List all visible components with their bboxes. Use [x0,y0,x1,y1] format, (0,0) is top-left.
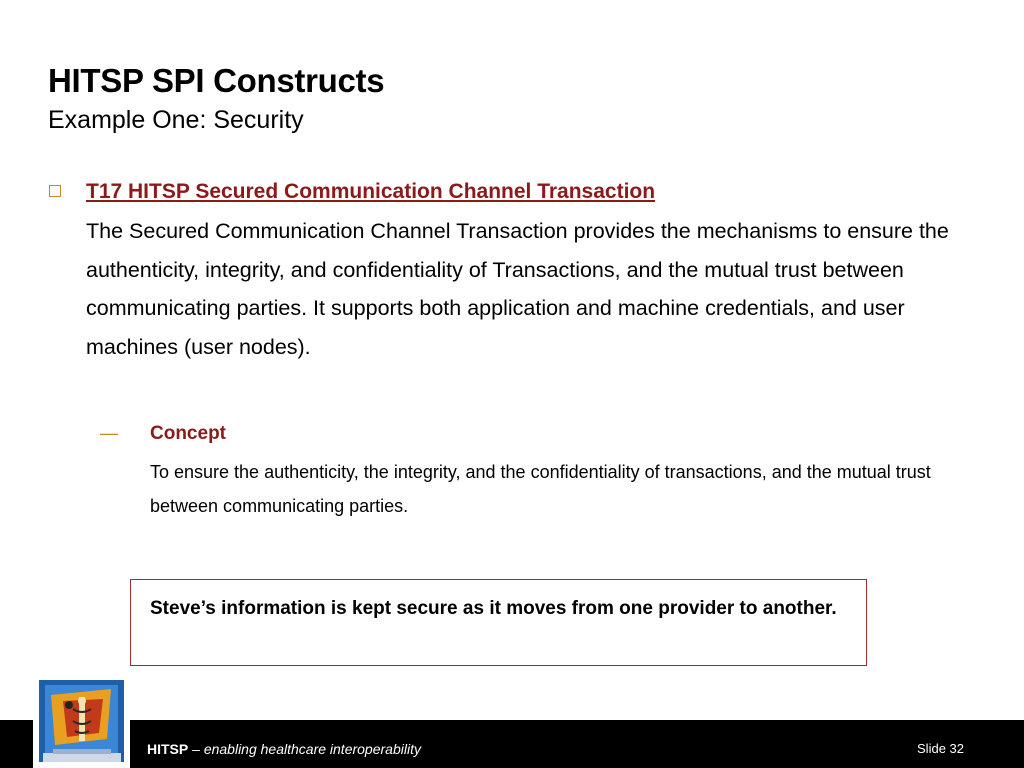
callout-box: Steve’s information is kept secure as it moves from one provider to another. [130,579,867,666]
slide-title: HITSP SPI Constructs [48,62,385,99]
slide-subtitle: Example One: Security [48,106,304,134]
slide-number: Slide 32 [917,741,964,756]
bullet-heading: T17 HITSP Secured Communication Channel Transaction [86,180,656,203]
concept-heading: Concept [150,423,226,444]
footer-brand [147,741,421,757]
dash-bullet-icon: — [100,423,118,443]
hitsp-logo-icon [33,675,130,768]
footer-tagline: enabling healthcare interoperability [203,741,421,757]
footer-brand-name: HITSP [147,741,189,757]
bullet-body: The Secured Communication Channel Transaction provides the mechanisms to ensure the authenticity, integrity, and confidentiality of Transactions, and the mutual trust between communicating parties. It supports both application and machine credentials, and user machines (user nodes). [86,219,949,360]
footer-bar [0,720,1024,768]
logo-graphic [33,675,130,768]
footer-separator: – [188,741,204,757]
square-bullet-icon [49,185,61,197]
concept-body: To ensure the authenticity, the integrity, and the confidentiality of transactions, and the mutual trust between communicating parties. [150,462,931,516]
